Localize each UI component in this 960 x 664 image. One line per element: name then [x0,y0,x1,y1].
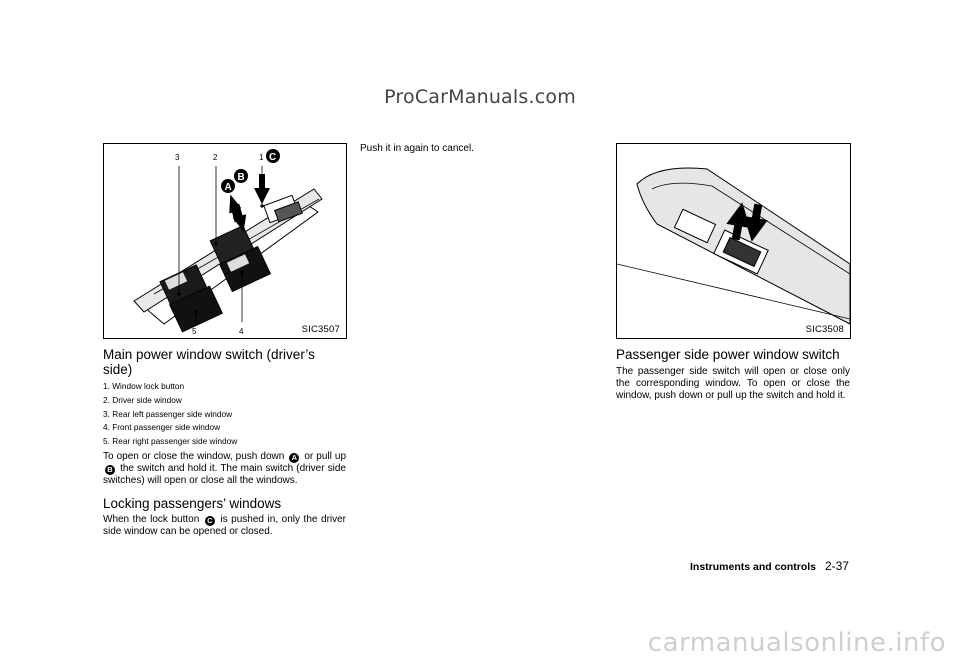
label-3: 3 [175,153,180,162]
page-footer [690,559,849,573]
right-column [616,347,850,403]
circled-a: A [289,453,299,463]
left-column [103,347,346,538]
footer-section: Instruments and controls [690,561,817,573]
page-number: 2-37 [824,559,849,573]
list-item: 5. Rear right passenger side window [103,436,238,447]
paragraph-cancel: Push it in again to cancel. [360,143,474,154]
switch-list [103,380,346,449]
watermark-bottom: carmanualsonline.info [647,628,946,658]
figure1-code: SIC3507 [301,324,340,335]
passenger-switch-illustration [617,144,850,338]
label-c: C [269,152,277,163]
label-1: 1 [259,153,264,162]
circled-c: C [205,516,215,526]
label-b: B [237,172,245,183]
figure-passenger-switch [616,143,851,339]
circled-b: B [105,465,115,475]
list-item: 2. Driver side window [103,394,182,405]
label-4: 4 [239,327,244,336]
paragraph-lock: When the lock button C is pushed in, only the driver side window can be opened or closed. [103,513,347,537]
label-5: 5 [192,327,197,336]
list-item: 1. Window lock button [103,381,185,391]
figure2-code: SIC3508 [805,324,844,335]
heading-main-switch: Main power window switch (driver’s side) [103,347,315,377]
paragraph-open-close: To open or close the window, push down A or pull up B the switch and hold it. The main switch (driver side switches) will open or close all the windows. [103,450,347,487]
label-a: A [224,182,232,193]
list-item: 4. Front passenger side window [103,422,221,433]
driver-switch-illustration [104,144,346,338]
heading-passenger-switch: Passenger side power window switch [616,347,840,362]
heading-locking: Locking passengers’ windows [103,495,282,511]
paragraph-passenger: The passenger side switch will open or close only the corresponding window. To open or close the window, push down or pull up the switch and hold it. [616,366,850,402]
middle-column [360,143,600,155]
list-item: 3. Rear left passenger side window [103,408,233,419]
label-2: 2 [213,153,218,162]
watermark-top: ProCarManuals.com [384,86,576,108]
figure-driver-switch [103,143,347,339]
